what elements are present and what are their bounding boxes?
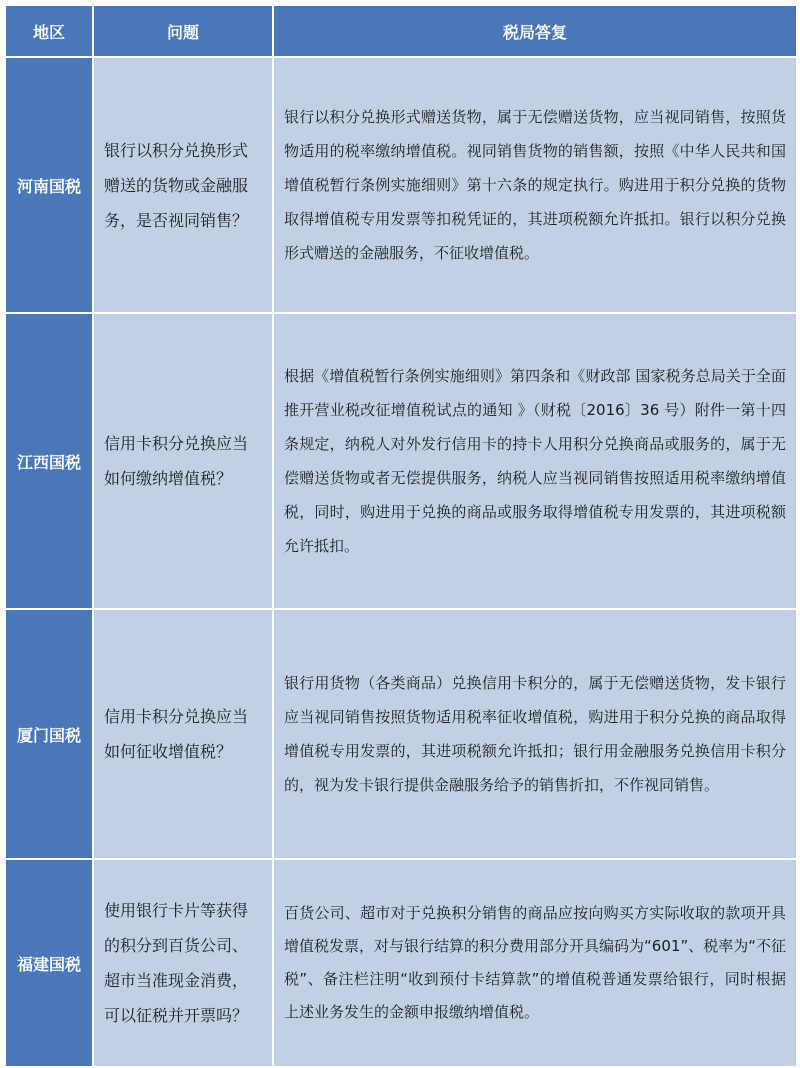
- question-cell: 银行以积分兑换形式赠送的货物或金融服务，是否视同销售？: [93, 57, 273, 313]
- answer-cell: 根据《增值税暂行条例实施细则》第四条和《财政部 国家税务总局关于全面推开营业税改征增值税试点的通知 》（财税〔2016〕36 号）附件一第十四条规定，纳税人对外发行信用卡的持卡人用积分兑换商品或服务的，属于无偿赠送货物或者无偿提供服务，纳税人应当视同销售按照适用税率缴纳增值税，同时，购进用于兑换的商品或服务取得增值税专用发票的，其进项税额允许抵扣。: [273, 313, 797, 609]
- tax-qa-table: [4, 4, 798, 1068]
- question-cell: 使用银行卡片等获得的积分到百货公司、超市当准现金消费，可以征税并开票吗？: [93, 859, 273, 1067]
- header-region: 地区: [5, 5, 93, 57]
- table-row: [5, 313, 797, 609]
- table-header: [5, 5, 797, 57]
- region-cell: 福建国税: [5, 859, 93, 1067]
- region-cell: 河南国税: [5, 57, 93, 313]
- question-cell: 信用卡积分兑换应当如何缴纳增值税？: [93, 313, 273, 609]
- table-row: [5, 57, 797, 313]
- region-cell: 江西国税: [5, 313, 93, 609]
- table-body: [5, 57, 797, 1067]
- region-cell: 厦门国税: [5, 609, 93, 859]
- header-question: 问题: [93, 5, 273, 57]
- header-answer: 税局答复: [273, 5, 797, 57]
- header-row: [5, 5, 797, 57]
- table-row: [5, 859, 797, 1067]
- answer-cell: 银行以积分兑换形式赠送货物，属于无偿赠送货物，应当视同销售，按照货物适用的税率缴纳增值税。视同销售货物的销售额，按照《中华人民共和国增值税暂行条例实施细则》第十六条的规定执行。购进用于积分兑换的货物取得增值税专用发票等扣税凭证的，其进项税额允许抵扣。银行以积分兑换形式赠送的金融服务，不征收增值税。: [273, 57, 797, 313]
- table-row: [5, 609, 797, 859]
- answer-cell: 银行用货物（各类商品）兑换信用卡积分的，属于无偿赠送货物，发卡银行应当视同销售按照货物适用税率征收增值税，购进用于积分兑换的商品取得增值税专用发票的，其进项税额允许抵扣；银行用金融服务兑换信用卡积分的，视为发卡银行提供金融服务给予的销售折扣，不作视同销售。: [273, 609, 797, 859]
- question-cell: 信用卡积分兑换应当如何征收增值税？: [93, 609, 273, 859]
- answer-cell: 百货公司、超市对于兑换积分销售的商品应按向购买方实际收取的款项开具增值税发票，对与银行结算的积分费用部分开具编码为“601”、税率为“不征税”、备注栏注明“收到预付卡结算款”的增值税普通发票给银行，同时根据上述业务发生的金额申报缴纳增值税。: [273, 859, 797, 1067]
